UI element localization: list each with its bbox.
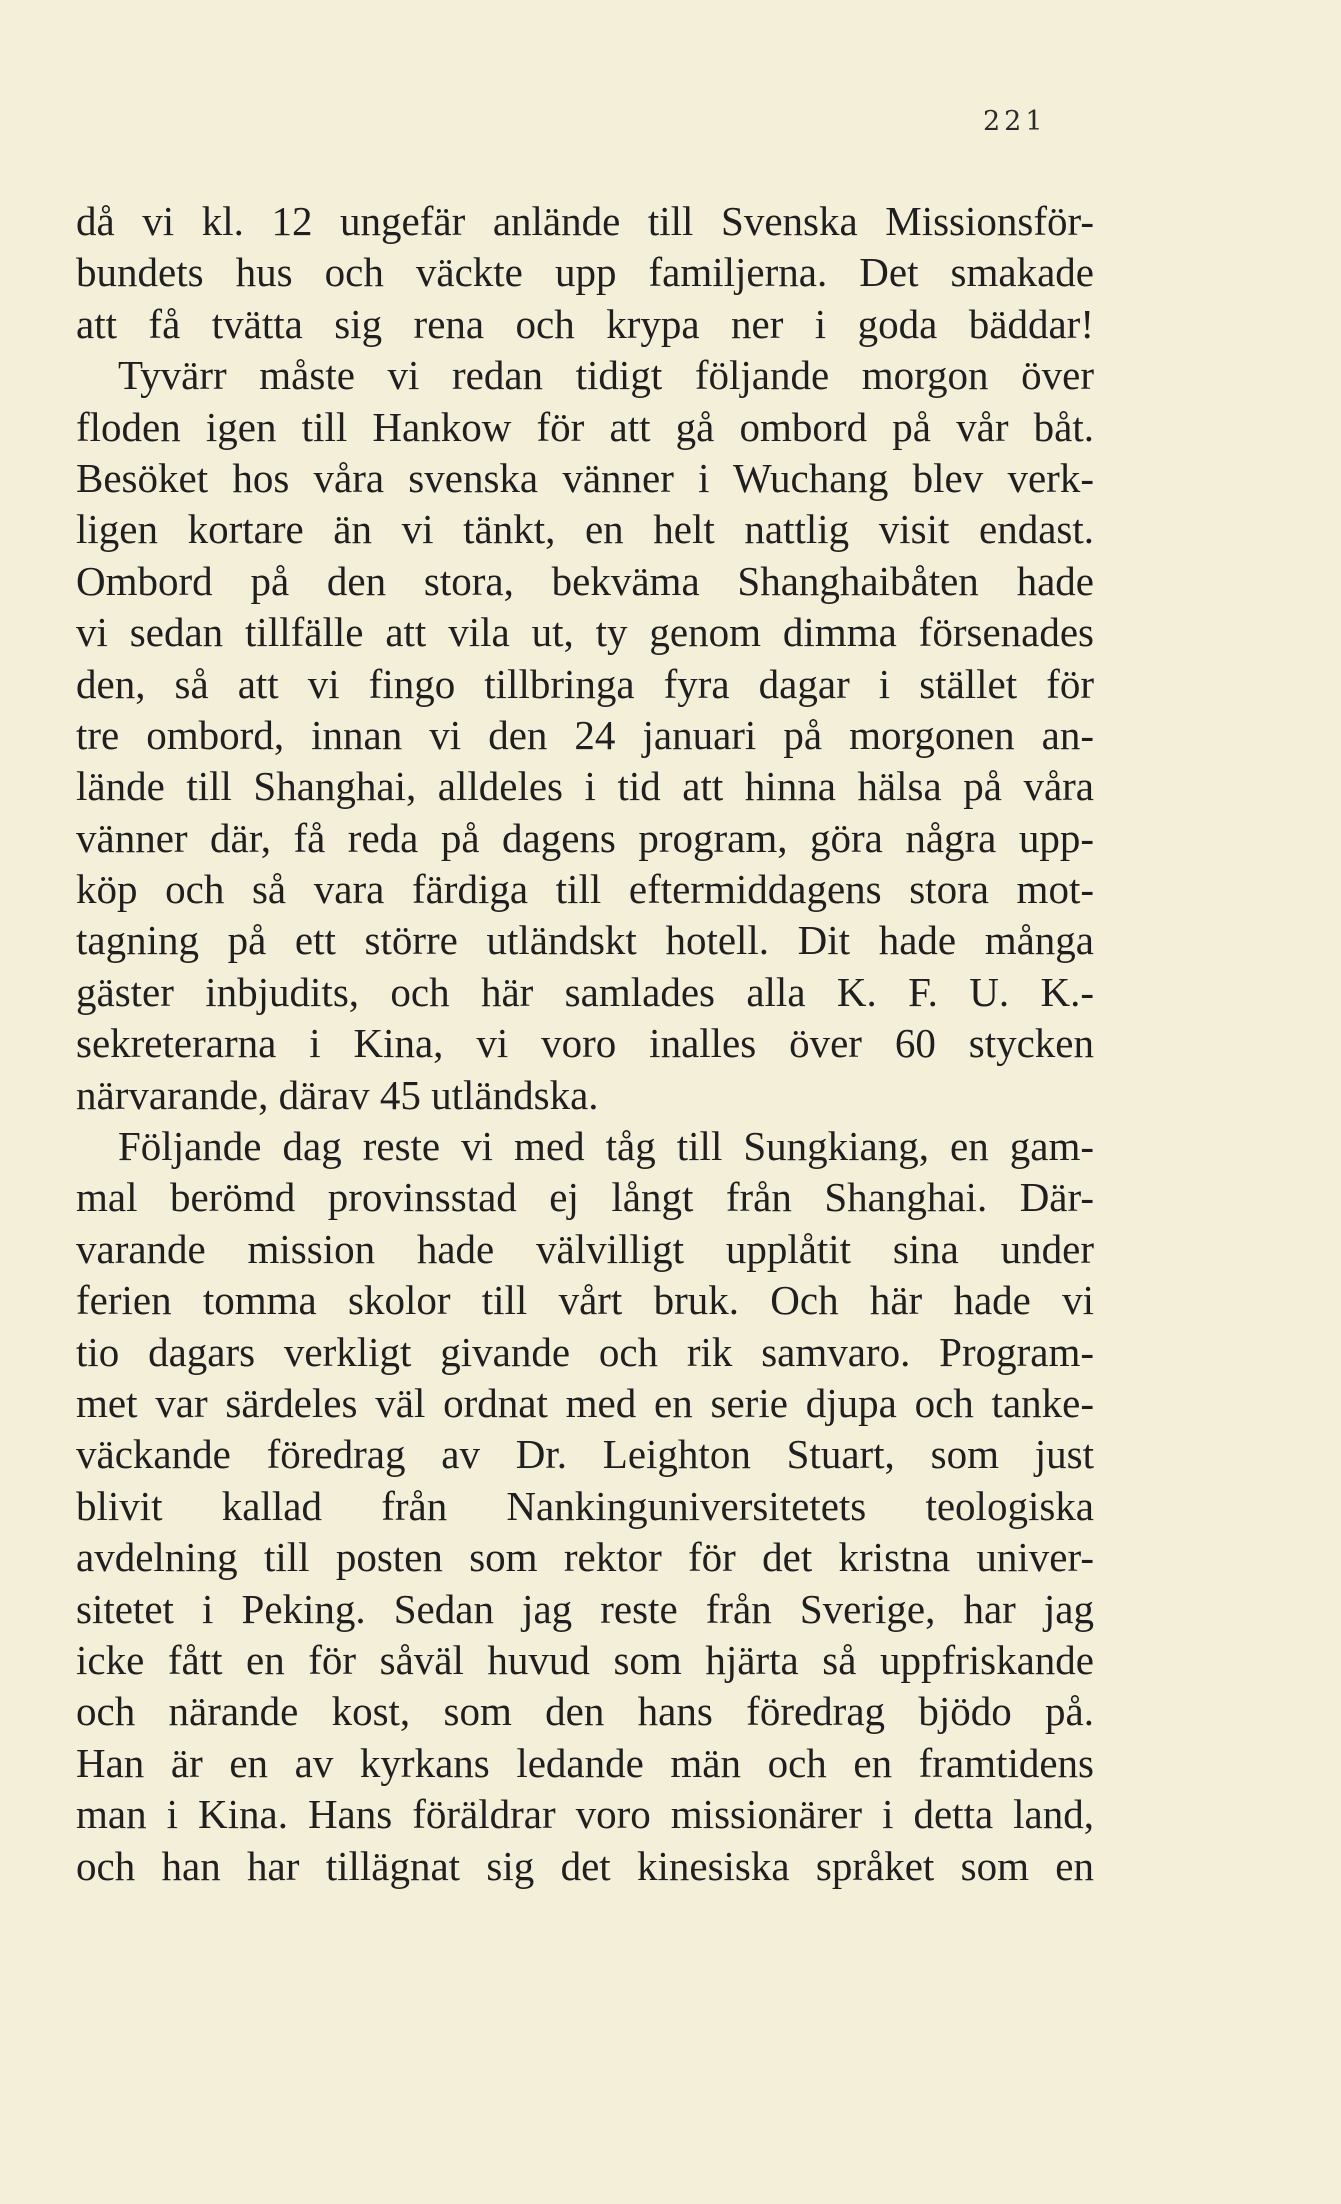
text-line: avdelning till posten som rektor för det kristna univer- [76, 1534, 1094, 1581]
text-line: Han är en av kyrkans ledande män och en framtidens [76, 1739, 1094, 1786]
body-text [76, 196, 1094, 1892]
text-line: tio dagars verkligt givande och rik samvaro. Program- [76, 1328, 1094, 1375]
text-line: närvarande, därav 45 utländska. [76, 1071, 599, 1118]
text-line: gäster inbjudits, och här samlades alla K. F. U. K.- [76, 968, 1094, 1015]
text-line: och närande kost, som den hans föredrag bjödo på. [76, 1688, 1094, 1735]
text-line: väckande föredrag av Dr. Leighton Stuart, som just [76, 1431, 1094, 1478]
text-line: att få tvätta sig rena och krypa ner i goda bäddar! [76, 300, 1094, 347]
text-line: vi sedan tillfälle att vila ut, ty genom dimma försenades [76, 609, 1094, 656]
text-line: och han har tillägnat sig det kinesiska språket som en [76, 1842, 1094, 1889]
text-line: ligen kortare än vi tänkt, en helt nattlig visit endast. [76, 506, 1094, 553]
text-line: Följande dag reste vi med tåg till Sungkiang, en gam- [118, 1123, 1094, 1170]
text-line: lände till Shanghai, alldeles i tid att hinna hälsa på våra [76, 763, 1094, 810]
text-line: varande mission hade välvilligt upplåtit sina under [76, 1225, 1094, 1272]
text-line: Besöket hos våra svenska vänner i Wuchang blev verk- [76, 454, 1094, 501]
text-line: floden igen till Hankow för att gå ombord på vår båt. [76, 403, 1094, 450]
text-line: met var särdeles väl ordnat med en serie djupa och tanke- [76, 1379, 1094, 1426]
text-line: blivit kallad från Nankinguniversitetets teologiska [76, 1482, 1094, 1529]
text-line: icke fått en för såväl huvud som hjärta så uppfriskande [76, 1636, 1094, 1683]
text-line: ferien tomma skolor till vårt bruk. Och här hade vi [76, 1277, 1094, 1324]
text-line: då vi kl. 12 ungefär anlände till Svenska Missionsför- [76, 198, 1094, 244]
text-line: mal berömd provinsstad ej långt från Shanghai. Där- [76, 1174, 1094, 1221]
text-line: sekreterarna i Kina, vi voro inalles över 60 stycken [76, 1020, 1094, 1067]
text-line: bundets hus och väckte upp familjerna. Det smakade [76, 249, 1094, 296]
page-number: 221 [983, 106, 1047, 137]
text-line: den, så att vi fingo tillbringa fyra dagar i stället för [76, 660, 1094, 707]
text-line: Ombord på den stora, bekväma Shanghaibåten hade [76, 557, 1094, 604]
text-line: man i Kina. Hans föräldrar voro missionärer i detta land, [76, 1791, 1094, 1838]
text-line: tre ombord, innan vi den 24 januari på morgonen an- [76, 711, 1094, 758]
text-line: tagning på ett större utländskt hotell. Dit hade många [76, 917, 1094, 964]
text-line: Tyvärr måste vi redan tidigt följande morgon över [118, 352, 1094, 399]
text-line: köp och så vara färdiga till eftermiddagens stora mot- [76, 866, 1094, 913]
text-line: vänner där, få reda på dagens program, göra några upp- [76, 814, 1094, 861]
text-line: sitetet i Peking. Sedan jag reste från Sverige, har jag [76, 1585, 1094, 1632]
